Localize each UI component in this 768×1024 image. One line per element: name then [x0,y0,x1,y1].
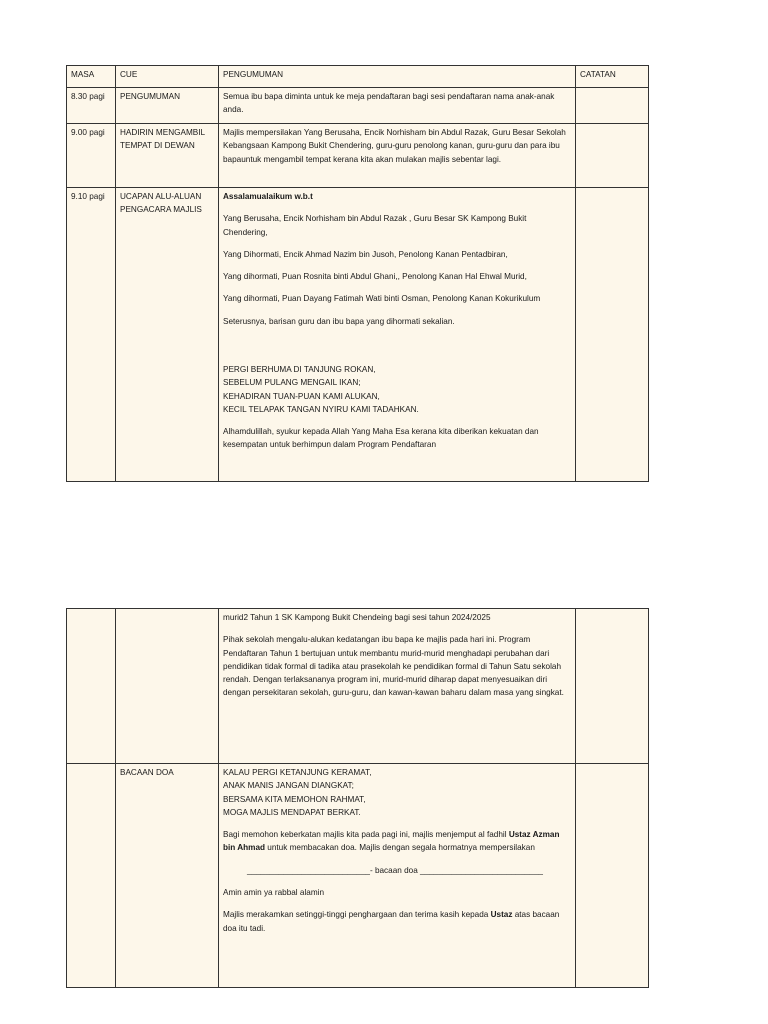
row-masa: 9.00 pagi [67,124,116,188]
pantun-line: ANAK MANIS JANGAN DIANGKAT; [223,781,354,791]
pantun-line: SEBELUM PULANG MENGAIL IKAN; [223,378,361,388]
row-catatan [576,124,649,188]
table-row [67,124,649,188]
row-text [219,764,576,988]
pantun-line: KEHADIRAN TUAN-PUAN KAMI ALUKAN, [223,391,380,401]
row-cue: PENGUMUMAN [116,88,219,124]
pantun-line: BERSAMA KITA MEMOHON RAHMAT, [223,794,366,804]
row-masa: 9.10 pagi [67,188,116,482]
pantun [223,363,570,416]
row-masa [67,764,116,988]
table-row [67,764,649,988]
table-row [67,88,649,124]
row-cue: UCAPAN ALU-ALUAN PENGACARA MAJLIS [116,188,219,482]
row-masa: 8.30 pagi [67,88,116,124]
pantun-line: MOGA MAJLIS MENDAPAT BERKAT. [223,807,361,817]
row-catatan [576,188,649,482]
doa-line: ___________________________- bacaan doa ___________________________ [247,865,543,875]
row-cue: BACAAN DOA [116,764,219,988]
row-text [219,188,576,482]
header-masa: MASA [67,66,116,88]
row-cue [116,609,219,764]
paragraph: Pihak sekolah mengalu-alukan kedatangan ibu bapa ke majlis pada hari ini. Program Pendaftaran Tahun 1 bertujuan untuk membantu murid-murid menghadapi perubahan dari pendidikan tidak formal di tadika atau prasekolah ke pendidikan formal di Tahun Satu sekolah rendah. Dengan terlaksananya program ini, murid-murid diharap dapat menyesuaikan diri dengan persekitaran sekolah, guru-guru, dan kawan-kawan baharu dalam masa yang singkat. [223,635,564,698]
header-catatan: CATATAN [576,66,649,88]
row-text: Semua ibu bapa diminta untuk ke meja pendaftaran bagi sesi pendaftaran nama anak-anak anda. [219,88,576,124]
row-text: Majlis mempersilakan Yang Berusaha, Encik Norhisham bin Abdul Razak, Guru Besar Sekolah Kebangsaan Kampong Bukit Chendering, guru-guru penolong kanan, guru-guru dan para ibu bapauntuk mengambil tempat kerana kita akan mulakan majlis sebentar lagi. [219,124,576,188]
pantun [223,766,570,819]
row-catatan [576,88,649,124]
paragraph: murid2 Tahun 1 SK Kampong Bukit Chendeing bagi sesi tahun 2024/2025 [223,613,491,622]
header-cue: CUE [116,66,219,88]
row-text [219,609,576,764]
pantun-line: KECIL TELAPAK TANGAN NYIRU KAMI TADAHKAN. [223,404,419,414]
paragraph: Majlis merakamkan setinggi-tinggi penghargaan dan terima kasih kepada Ustaz atas bacaan doa itu tadi. [223,910,560,933]
paragraph: Amin amin ya rabbal alamin [223,887,325,897]
pantun-line: KALAU PERGI KETANJUNG KERAMAT, [223,768,372,777]
row-catatan [576,609,649,764]
pantun-line: PERGI BERHUMA DI TANJUNG ROKAN, [223,364,376,374]
paragraph: Yang dihormati, Puan Rosnita binti Abdul Ghani,, Penolong Kanan Hal Ehwal Murid, [223,272,527,282]
header-pengumuman: PENGUMUMAN [219,66,576,88]
row-cue: HADIRIN MENGAMBIL TEMPAT DI DEWAN [116,124,219,188]
paragraph: Yang dihormati, Puan Dayang Fatimah Wati binti Osman, Penolong Kanan Kokurikulum [223,294,541,304]
table-row [67,609,649,764]
schedule-table-page-2 [66,608,649,988]
greeting: Assalamualaikum w.b.t [223,192,313,201]
schedule-table-page-1 [66,65,649,482]
row-catatan [576,764,649,988]
ustaz-name: Ustaz [490,910,513,920]
row-masa [67,609,116,764]
paragraph: Seterusnya, barisan guru dan ibu bapa yang dihormati sekalian. [223,316,455,326]
ustaz-name: Ustaz Azman bin Ahmad [223,830,560,853]
paragraph: Yang Berusaha, Encik Norhisham bin Abdul Razak , Guru Besar SK Kampong Bukit Chendering, [223,214,527,237]
paragraph: Yang Dihormati, Encik Ahmad Nazim bin Jusoh, Penolong Kanan Pentadbiran, [223,249,508,259]
table-row [67,188,649,482]
paragraph: Bagi memohon keberkatan majlis kita pada pagi ini, majlis menjemput al fadhil Ustaz Azman bin Ahmad untuk membacakan doa. Majlis dengan segala hormatnya mempersilakan [223,830,560,853]
table-header-row [67,66,649,88]
paragraph: Alhamdulillah, syukur kepada Allah Yang Maha Esa kerana kita diberikan kekuatan dan kesempatan untuk berhimpun dalam Program Pendaftaran [223,427,539,450]
